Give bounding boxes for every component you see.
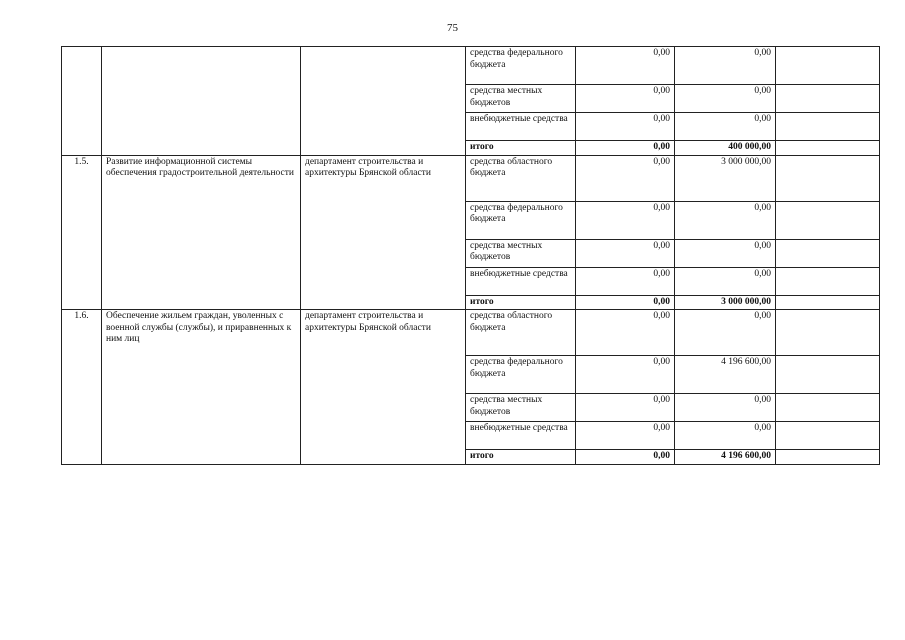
item-number: 1.6.	[62, 310, 102, 465]
value-1: 0,00	[576, 422, 675, 450]
value-1: 0,00	[576, 356, 675, 394]
empty-cell	[776, 394, 880, 422]
empty-cell	[776, 47, 880, 85]
value-1: 0,00	[576, 394, 675, 422]
item-name: Обеспечение жильем граждан, уволенных с военной службы (службы), и приравненных к ним лиц	[102, 310, 301, 465]
empty-cell	[776, 295, 880, 310]
value-2: 0,00	[675, 310, 776, 356]
item-name: Развитие информационной системы обеспечения градостроительной деятельности	[102, 155, 301, 310]
value-1: 0,00	[576, 310, 675, 356]
value-1: 0,00	[576, 47, 675, 85]
table-row	[62, 310, 880, 356]
empty-cell	[776, 201, 880, 239]
value-2: 0,00	[675, 422, 776, 450]
value-2: 0,00	[675, 85, 776, 113]
value-1: 0,00	[576, 267, 675, 295]
value-1: 0,00	[576, 295, 675, 310]
value-1: 0,00	[576, 113, 675, 141]
value-1: 0,00	[576, 141, 675, 156]
value-2: 3 000 000,00	[675, 155, 776, 201]
empty-cell	[776, 450, 880, 465]
funding-source: средства федерального бюджета	[466, 356, 576, 394]
value-1: 0,00	[576, 450, 675, 465]
funding-source: итого	[466, 295, 576, 310]
table-row	[62, 155, 880, 201]
funding-source: внебюджетные средства	[466, 113, 576, 141]
item-number-cell	[62, 47, 102, 156]
funding-source: средства областного бюджета	[466, 155, 576, 201]
funding-source: средства федерального бюджета	[466, 47, 576, 85]
value-1: 0,00	[576, 155, 675, 201]
value-1: 0,00	[576, 201, 675, 239]
empty-cell	[776, 267, 880, 295]
funding-source: итого	[466, 450, 576, 465]
empty-cell	[776, 422, 880, 450]
empty-cell	[776, 356, 880, 394]
empty-cell	[776, 310, 880, 356]
funding-source: средства федерального бюджета	[466, 201, 576, 239]
item-name-cell	[102, 47, 301, 156]
empty-cell	[776, 113, 880, 141]
funding-source: внебюджетные средства	[466, 422, 576, 450]
item-number: 1.5.	[62, 155, 102, 310]
value-1: 0,00	[576, 239, 675, 267]
executor-cell	[301, 47, 466, 156]
value-1: 0,00	[576, 85, 675, 113]
funding-source: средства местных бюджетов	[466, 85, 576, 113]
funding-source: средства местных бюджетов	[466, 239, 576, 267]
empty-cell	[776, 239, 880, 267]
value-2: 0,00	[675, 113, 776, 141]
value-2: 4 196 600,00	[675, 356, 776, 394]
budget-table	[61, 46, 880, 465]
empty-cell	[776, 155, 880, 201]
value-2: 0,00	[675, 239, 776, 267]
funding-source: итого	[466, 141, 576, 156]
funding-source: внебюджетные средства	[466, 267, 576, 295]
item-executor: департамент строительства и архитектуры Брянской области	[301, 155, 466, 310]
funding-source: средства местных бюджетов	[466, 394, 576, 422]
empty-cell	[776, 141, 880, 156]
value-2: 4 196 600,00	[675, 450, 776, 465]
value-2: 0,00	[675, 47, 776, 85]
value-2: 0,00	[675, 394, 776, 422]
funding-source: средства областного бюджета	[466, 310, 576, 356]
value-2: 400 000,00	[675, 141, 776, 156]
empty-cell	[776, 85, 880, 113]
value-2: 0,00	[675, 201, 776, 239]
table-row	[62, 47, 880, 85]
value-2: 3 000 000,00	[675, 295, 776, 310]
page-number: 75	[447, 22, 458, 34]
item-executor: департамент строительства и архитектуры Брянской области	[301, 310, 466, 465]
value-2: 0,00	[675, 267, 776, 295]
